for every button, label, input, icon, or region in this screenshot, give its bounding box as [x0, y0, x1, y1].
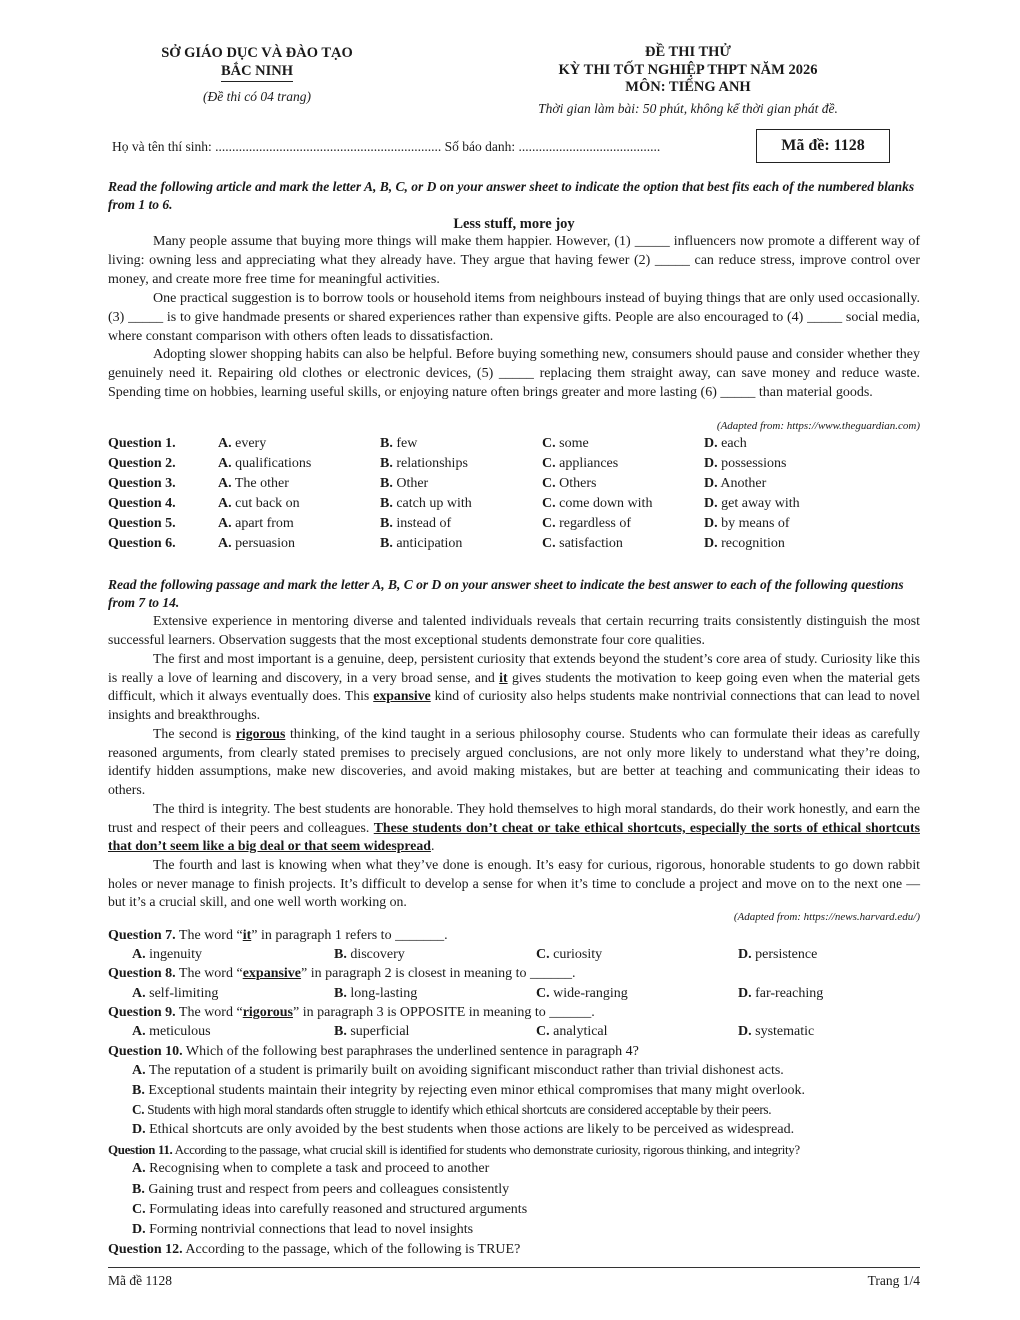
question-11-option-d: D. Forming nontrivial connections that lead to novel insights	[132, 1222, 474, 1237]
candidate-row	[112, 139, 762, 155]
question-row: Question 3. A. The other B. Other C. Others D. Another	[108, 476, 767, 491]
header-left	[112, 44, 402, 106]
underlined-word-rigorous: rigorous	[235, 726, 286, 741]
footer-divider	[108, 1267, 920, 1268]
question-10-option-b: B. Exceptional students maintain their integrity by rejecting even minor ethical compromises that many might overlook.	[132, 1083, 806, 1098]
question-row: Question 1. A. every B. few C. some D. each	[108, 436, 747, 451]
exam-type: ĐỀ THI THỬ	[645, 44, 731, 60]
subject: MÔN: TIẾNG ANH	[625, 79, 751, 95]
question-11: Question 11. According to the passage, what crucial skill is identified for students who demonstrate curiosity, rigorous thinking, and integrity?	[108, 1142, 800, 1157]
question-row: Question 2. A. qualifications B. relationships C. appliances D. possessions	[108, 456, 787, 471]
passage-paragraph-2: The first and most important is a genuine, deep, persistent curiosity that extends beyond the student’s core area of study. Curiosity like this is really a love of learning and discovery, in a very broad sense, and it gives students the motivation to keep going even when the material gets difficult, which it always eventually does. This expansive kind of curiosity also helps students make nontrivial connections that can lead to novel insights and breakthroughs.	[108, 651, 920, 722]
time-note: Thời gian làm bài: 50 phút, không kể thời gian phát đề.	[538, 100, 838, 116]
article-paragraph-1: Many people assume that buying more things will make them happier. However, (1) _____ influencers now promote a different way of living: owning less and appreciating what they already have. They argue that having fewer (2) _____ can reduce stress, improve control over money, and create more free time for meaningful activities.	[108, 234, 920, 287]
question-11-option-b: B. Gaining trust and respect from peers and colleagues consistently	[132, 1182, 510, 1197]
question-12: Question 12. According to the passage, which of the following is TRUE?	[108, 1242, 521, 1257]
passage-source: (Adapted from: https://news.harvard.edu/)	[733, 911, 920, 923]
footer-exam-code: Mã đề 1128	[108, 1273, 172, 1288]
underlined-word-expansive: expansive	[373, 688, 431, 704]
passage-paragraph-4: The third is integrity. The best students are honorable. They hold themselves to high moral standards, do their work honestly, and earn the trust and respect of their peers and colleagues. These students don’t cheat or take ethical shortcuts, especially the sorts of ethical shortcuts that don’t seem like a big deal or that seem widespread.	[108, 801, 920, 854]
question-9: Question 9. The word “rigorous” in paragraph 3 is OPPOSITE in meaning to ______.	[108, 1005, 595, 1020]
question-8: Question 8. The word “expansive” in paragraph 2 is closest in meaning to ______.	[108, 966, 576, 981]
question-10-option-d: D. Ethical shortcuts are only avoided by the best students when those actions are likely to be perceived as widespread.	[132, 1122, 795, 1137]
underlined-word-it: it	[499, 669, 508, 685]
question-10-option-c: C. Students with high moral standards often struggle to identify which ethical shortcuts are considered acceptable by their peers.	[132, 1102, 772, 1117]
question-7: Question 7. The word “it” in paragraph 1 refers to _______.	[108, 928, 448, 943]
article-paragraph-3: Adopting slower shopping habits can also be helpful. Before buying something new, consumers should pause and consider whether they genuinely need it. Repairing old clothes or electronic devices, (5) _____ replacing them straight away, can save money and reduce waste. Spending time on hobbies, learning useful skills, or enjoying nature often brings greater and more lasting (6) _____ than material goods.	[108, 347, 920, 400]
header-right	[478, 44, 898, 118]
passage-paragraph-5: The fourth and last is knowing when what they’ve done is enough. It’s easy for curious, rigorous, honorable students to go down rabbit holes or never manage to finish projects. It’s difficult to develop a sense for when it’s time to conclude a project and move on to the next one — but it’s a crucial skill, and one well worth working on.	[108, 857, 920, 910]
article-title: Less stuff, more joy	[453, 216, 575, 232]
section1-instruction: Read the following article and mark the letter A, B, C, or D on your answer sheet to indicate the option that best fits each of the numbered blanks from 1 to 6.	[108, 179, 915, 212]
exam-code-box: Mã đề: 1128	[756, 129, 890, 163]
question-11-option-a: A. Recognising when to complete a task and proceed to another	[132, 1161, 490, 1176]
question-8-options: A. self-limiting B. long-lasting C. wide-ranging D. far-reaching	[132, 986, 824, 1001]
exam-name: KỲ THI TỐT NGHIỆP THPT NĂM 2026	[558, 61, 818, 78]
question-10: Question 10. Which of the following best paraphrases the underlined sentence in paragraph 4?	[108, 1044, 639, 1059]
question-10-option-a: A. The reputation of a student is primarily built on avoiding significant misconduct rather than trivial dishonest acts.	[132, 1063, 784, 1078]
question-11-option-c: C. Formulating ideas into carefully reasoned and structured arguments	[132, 1202, 528, 1217]
question-row: Question 5. A. apart from B. instead of C. regardless of D. by means of	[108, 516, 790, 531]
passage-paragraph-1: Extensive experience in mentoring diverse and talented individuals reveals that certain recurring traits consistently distinguish the most successful learners. Observation suggests that the most exceptional students demonstrate four core qualities.	[108, 613, 920, 647]
question-9-options: A. meticulous B. superficial C. analytical D. systematic	[132, 1024, 815, 1039]
question-row: Question 6. A. persuasion B. anticipation C. satisfaction D. recognition	[108, 536, 785, 551]
province-name: BẮC NINH	[221, 62, 293, 82]
article-paragraph-2: One practical suggestion is to borrow tools or household items from neighbours instead of buying things that are only used occasionally. (3) _____ is to give handmade presents or shared experiences rather than expensive gifts. People are also encouraged to (4) _____ social media, where constant comparison with others often leads to dissatisfaction.	[108, 291, 920, 344]
candidate-id-field: Số báo danh: ..........................................	[444, 139, 661, 154]
question-row: Question 4. A. cut back on B. catch up with C. come down with D. get away with	[108, 496, 800, 511]
underlined-sentence: These students don’t cheat or take ethical shortcuts, especially the sorts of ethical shortcuts that don’t seem like a big deal or that seem widespread	[108, 819, 920, 854]
footer-page-number: Trang 1/4	[867, 1273, 920, 1288]
department-name: SỞ GIÁO DỤC VÀ ĐÀO TẠO	[161, 45, 353, 61]
article-source: (Adapted from: https://www.theguardian.com)	[716, 420, 920, 432]
candidate-name-field: Họ và tên thí sinh: ...................................................................	[112, 139, 442, 154]
question-7-options: A. ingenuity B. discovery C. curiosity D. persistence	[132, 947, 818, 962]
section2-instruction: Read the following passage and mark the letter A, B, C or D on your answer sheet to indicate the best answer to each of the following questions from 7 to 14.	[108, 577, 904, 610]
pages-note: (Đề thi có 04 trang)	[203, 89, 311, 104]
passage-paragraph-3: The second is rigorous thinking, of the kind taught in a serious philosophy course. Students who can formulate their ideas as carefully reasoned arguments, from clearly stated premises to precisely argued conclusions, are not only more likely to understand what they’re doing, identify hidden assumptions, make new discoveries, and avoid making mistakes, but are better at teaching and communicating their ideas to others.	[108, 726, 920, 797]
